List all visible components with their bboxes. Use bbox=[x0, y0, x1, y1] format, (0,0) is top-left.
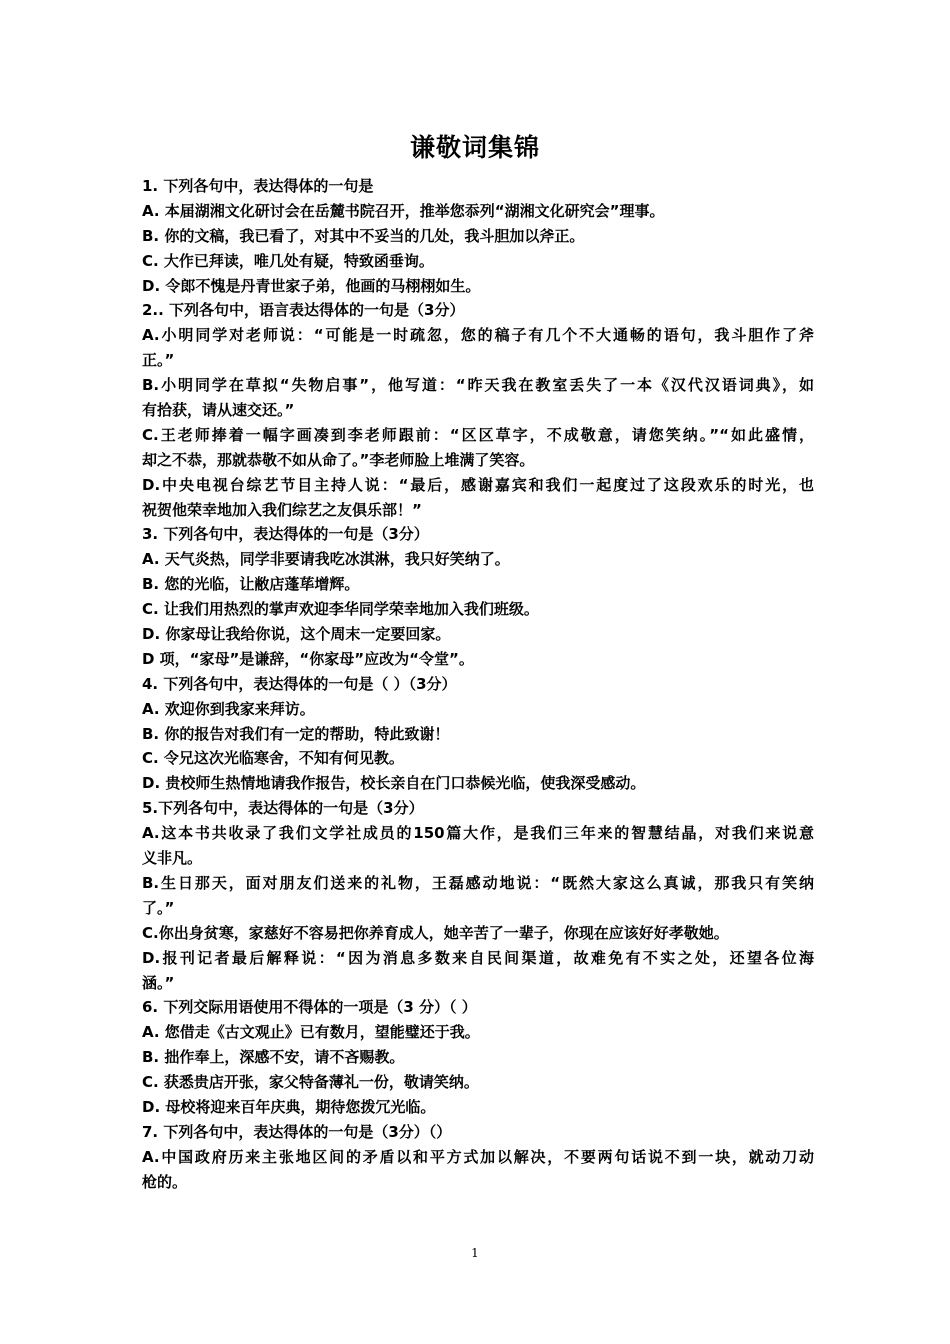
text-line: A.中国政府历来主张地区间的矛盾以和平方式加以解决，不要两句话说不到一块，就动刀动 bbox=[142, 1147, 814, 1166]
text-line: 2.. 下列各句中，语言表达得体的一句是（3分） bbox=[142, 301, 465, 320]
text-line: B.生日那天，面对朋友们送来的礼物，王磊感动地说：“既然大家这么真诚，那我只有笑纳 bbox=[142, 873, 814, 892]
text-line: 了。” bbox=[142, 898, 175, 917]
text-line: C. 大作已拜读，唯几处有疑，特致函垂询。 bbox=[142, 251, 434, 270]
document-title: 谦敬词集锦 bbox=[409, 133, 540, 162]
text-line: B. 你的报告对我们有一定的帮助，特此致谢！ bbox=[142, 724, 450, 743]
page-number: 1 bbox=[471, 1246, 479, 1260]
text-line: A. 欢迎你到我家来拜访。 bbox=[142, 699, 315, 718]
text-line: B.小明同学在草拟“失物启事”，他写道：“昨天我在教室丢失了一本《汉代汉语词典》，如 bbox=[142, 376, 814, 395]
text-line: 5.下列各句中，表达得体的一句是（3分） bbox=[142, 799, 424, 818]
text-line: D. 令郎不愧是丹青世家子弟，他画的马栩栩如生。 bbox=[142, 276, 481, 295]
text-line: D. 母校将迎来百年庆典，期待您拨冗光临。 bbox=[142, 1097, 436, 1116]
text-line: C. 获悉贵店开张，家父特备薄礼一份，敬请笑纳。 bbox=[142, 1073, 479, 1092]
text-line: 1. 下列各句中，表达得体的一句是 bbox=[142, 177, 374, 195]
text-line: 枪的。 bbox=[142, 1172, 188, 1191]
text-line: A. 天气炎热，同学非要请我吃冰淇淋，我只好笑纳了。 bbox=[142, 550, 510, 569]
text-line: 却之不恭，那就恭敬不如从命了。”李老师脸上堆满了笑容。 bbox=[142, 450, 535, 469]
text-line: B. 拙作奉上，深感不安，请不吝赐教。 bbox=[142, 1048, 405, 1067]
text-line: 涵。” bbox=[142, 973, 175, 992]
text-line: B. 你的文稿，我已看了，对其中不妥当的几处，我斗胆加以斧正。 bbox=[142, 226, 585, 245]
text-line: D. 你家母让我给你说，这个周末一定要回家。 bbox=[142, 625, 451, 644]
text-line: C. 让我们用热烈的掌声欢迎李华同学荣幸地加入我们班级。 bbox=[142, 600, 539, 619]
text-line: 正。” bbox=[142, 351, 175, 370]
text-line: 3. 下列各句中，表达得体的一句是（3分） bbox=[142, 525, 429, 544]
text-line: C.王老师捧着一幅字画凑到李老师跟前：“区区草字，不成敬意，请您笑纳。”“如此盛情， bbox=[142, 425, 814, 444]
text-line: 义非凡。 bbox=[142, 849, 203, 868]
text-line: D. 贵校师生热情地请我作报告，校长亲自在门口恭候光临，使我深受感动。 bbox=[142, 774, 646, 793]
text-line: 4. 下列各句中，表达得体的一句是（ ）（3分） bbox=[142, 674, 457, 693]
text-line: A. 您借走《古文观止》已有数月，望能璧还于我。 bbox=[142, 1023, 480, 1042]
text-line: C. 令兄这次光临寒舍，不知有何见教。 bbox=[142, 749, 404, 768]
text-line: 祝贺他荣幸地加入我们综艺之友俱乐部！” bbox=[142, 500, 422, 519]
text-line: 有拾获，请从速交还。” bbox=[142, 401, 295, 420]
text-line: 6. 下列交际用语使用不得体的一项是（3 分）（ ） bbox=[142, 998, 477, 1017]
text-line: D.中央电视台综艺节目主持人说：“最后，感谢嘉宾和我们一起度过了这段欢乐的时光，也 bbox=[142, 475, 814, 494]
text-line: 7. 下列各句中，表达得体的一句是（3分）（） bbox=[142, 1122, 452, 1141]
text-line: B. 您的光临，让敝店蓬荜增辉。 bbox=[142, 575, 360, 594]
text-line: A.这本书共收录了我们文学社成员的150篇大作，是我们三年来的智慧结晶，对我们来说意 bbox=[142, 824, 814, 843]
text-line: D 项，“家母”是谦辞，“你家母”应改为“令堂”。 bbox=[142, 649, 474, 668]
text-line: C.你出身贫寒，家慈好不容易把你养育成人，她辛苦了一辈子，你现在应该好好孝敬她。 bbox=[142, 923, 729, 942]
text-line: D.报刊记者最后解释说：“因为消息多数来自民间渠道，故难免有不实之处，还望各位海 bbox=[142, 948, 814, 967]
text-line: A. 本届湖湘文化研讨会在岳麓书院召开，推举您忝列“湖湘文化研究会”理事。 bbox=[142, 201, 665, 220]
document-body bbox=[142, 174, 814, 1195]
text-line: A.小明同学对老师说：“可能是一时疏忽，您的稿子有几个不大通畅的语句，我斗胆作了斧 bbox=[142, 326, 814, 345]
